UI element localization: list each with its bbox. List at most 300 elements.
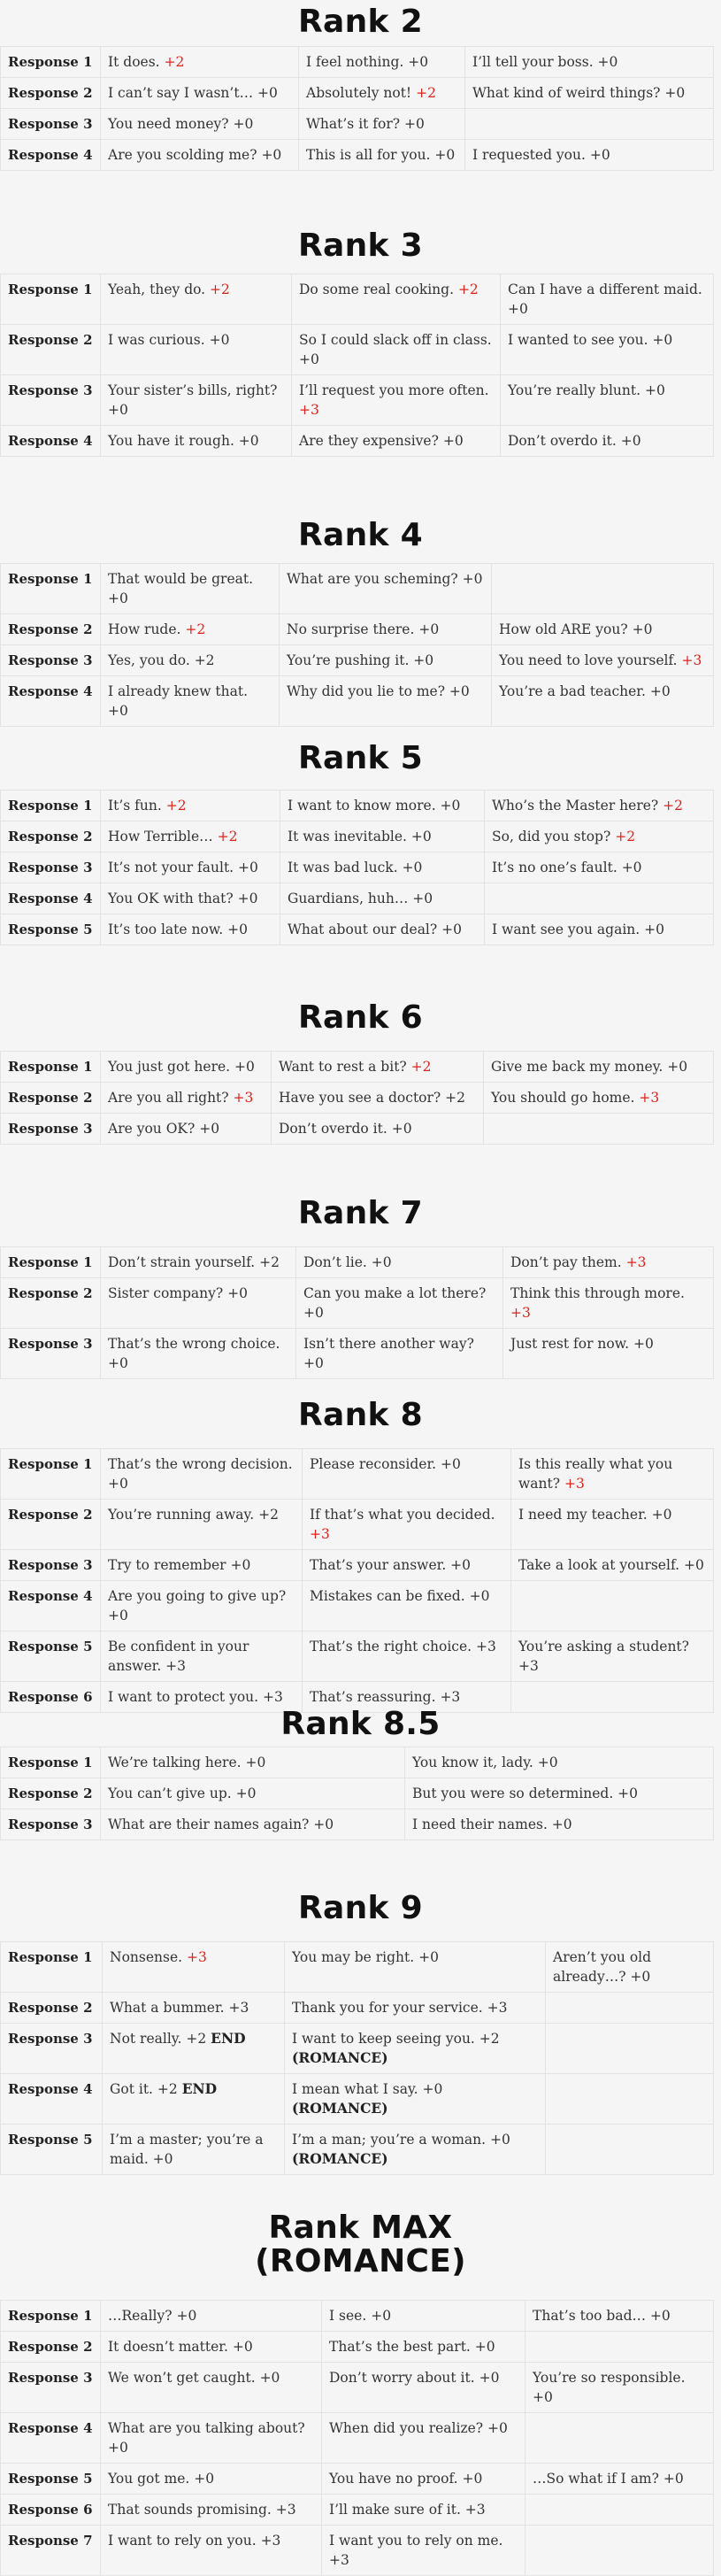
response-text: That would be great. +0 <box>108 571 254 606</box>
response-text: You have no proof. +0 <box>329 2471 483 2487</box>
response-text: I wanted to see you. +0 <box>508 332 673 348</box>
table-row <box>1 1631 714 1682</box>
response-option <box>280 914 485 945</box>
response-option <box>101 821 280 852</box>
affection-bonus: +3 <box>310 1526 330 1542</box>
response-text: It’s no one’s fault. +0 <box>492 860 642 875</box>
response-option <box>303 1550 511 1581</box>
response-option <box>546 1993 714 2024</box>
response-text: No surprise there. +0 <box>287 621 440 637</box>
response-label: Response 3 <box>1 852 101 883</box>
response-option <box>546 2074 714 2125</box>
table-row <box>1 375 714 426</box>
response-option <box>272 1052 484 1083</box>
response-option <box>101 1550 303 1581</box>
response-option <box>101 852 280 883</box>
response-option <box>501 426 714 457</box>
response-text: I see. +0 <box>329 2308 392 2324</box>
route-tag: (ROMANCE) <box>292 2100 388 2117</box>
table-row <box>1 47 714 78</box>
response-option <box>101 564 280 614</box>
table-row <box>1 1500 714 1550</box>
response-option <box>280 645 492 676</box>
response-text: How Terrible… <box>108 829 218 845</box>
response-text: You’re pushing it. +0 <box>287 652 434 668</box>
response-label: Response 2 <box>1 1278 101 1329</box>
response-option <box>484 1114 714 1145</box>
response-text: Try to remember +0 <box>108 1557 251 1573</box>
response-text: You just got here. +0 <box>108 1059 255 1075</box>
response-text: Do some real cooking. <box>299 282 458 297</box>
section-rank-2 <box>0 0 721 171</box>
response-table <box>0 790 714 945</box>
affection-bonus: +3 <box>510 1305 531 1321</box>
response-option <box>101 2464 322 2495</box>
table-row <box>1 109 714 140</box>
table-row <box>1 325 714 375</box>
response-option <box>525 2363 714 2413</box>
response-text: You have it rough. +0 <box>108 433 259 449</box>
response-option <box>101 1114 272 1145</box>
route-tag: (ROMANCE) <box>292 2049 388 2066</box>
response-option <box>322 2413 525 2464</box>
table-row <box>1 1550 714 1581</box>
response-text: When did you realize? +0 <box>329 2420 508 2436</box>
rank-title: Rank 9 <box>298 1890 423 1926</box>
response-label: Response 4 <box>1 2413 101 2464</box>
response-option <box>101 375 292 426</box>
response-label: Response 3 <box>1 1114 101 1145</box>
response-text: I want to keep seeing you. +2 <box>292 2031 500 2047</box>
response-text: You got me. +0 <box>108 2471 215 2487</box>
response-text: I was curious. +0 <box>108 332 230 348</box>
response-label: Response 1 <box>1 1052 101 1083</box>
response-label: Response 3 <box>1 2024 103 2074</box>
table-row <box>1 1809 714 1840</box>
table-row <box>1 274 714 325</box>
response-option <box>485 883 714 914</box>
response-option <box>503 1247 714 1278</box>
response-text: Don’t pay them. <box>510 1254 626 1270</box>
response-option <box>546 2024 714 2074</box>
response-label: Response 1 <box>1 1747 101 1778</box>
response-label: Response 4 <box>1 140 101 171</box>
response-option <box>103 1993 285 2024</box>
section-rank-7 <box>0 1192 721 1379</box>
response-text: I already knew that. +0 <box>108 683 249 719</box>
affection-bonus: +2 <box>410 1059 432 1075</box>
response-text: Don’t strain yourself. +2 <box>108 1254 280 1270</box>
response-text: I feel nothing. +0 <box>306 54 429 70</box>
response-text: Sister company? +0 <box>108 1285 248 1301</box>
table-row <box>1 2125 714 2175</box>
response-option <box>501 375 714 426</box>
response-label: Response 2 <box>1 821 101 852</box>
response-option <box>525 2332 714 2363</box>
response-option <box>405 1747 714 1778</box>
response-option <box>465 47 714 78</box>
table-row <box>1 2495 714 2526</box>
response-text: I want to protect you. +3 <box>108 1689 283 1705</box>
response-label: Response 1 <box>1 47 101 78</box>
response-table <box>0 563 714 727</box>
section-rank-8 <box>0 1393 721 1713</box>
response-text: Yes, you do. +2 <box>108 652 215 668</box>
rank-title: Rank MAX (ROMANCE) <box>255 2210 466 2279</box>
response-option <box>103 2125 285 2175</box>
response-label: Response 1 <box>1 274 101 325</box>
response-text: What’s it for? +0 <box>306 116 425 132</box>
response-label: Response 2 <box>1 78 101 109</box>
response-label: Response 2 <box>1 1993 103 2024</box>
response-text: Why did you lie to me? +0 <box>287 683 470 699</box>
table-row <box>1 2074 714 2125</box>
response-text: You’re so responsible. +0 <box>533 2370 686 2405</box>
table-row <box>1 1993 714 2024</box>
response-option <box>465 109 714 140</box>
table-row <box>1 676 714 727</box>
response-text: You know it, lady. +0 <box>412 1755 558 1770</box>
response-text: That sounds promising. +3 <box>108 2502 296 2518</box>
response-text: That’s the wrong decision. +0 <box>108 1456 293 1492</box>
response-option <box>322 2464 525 2495</box>
response-option <box>285 1993 546 2024</box>
response-label: Response 4 <box>1 1581 101 1631</box>
response-option <box>525 2526 714 2576</box>
response-text: How old ARE you? +0 <box>499 621 653 637</box>
response-text: You should go home. <box>491 1090 640 1106</box>
response-text: This is all for you. +0 <box>306 147 456 163</box>
response-text: I want you to rely on me. +3 <box>329 2533 503 2568</box>
response-label: Response 1 <box>1 1449 101 1500</box>
response-text: That’s reassuring. +3 <box>310 1689 461 1705</box>
response-label: Response 4 <box>1 883 101 914</box>
table-row <box>1 2332 714 2363</box>
table-row <box>1 2526 714 2576</box>
response-option <box>101 2495 322 2526</box>
response-option <box>101 1247 296 1278</box>
response-option <box>280 883 485 914</box>
table-row <box>1 1747 714 1778</box>
section-rank-8-5 <box>0 1702 721 1840</box>
response-text: I can’t say I wasn’t… +0 <box>108 85 278 101</box>
response-option <box>296 1329 503 1379</box>
affection-bonus: +3 <box>639 1090 660 1106</box>
section-rank-4 <box>0 513 721 727</box>
response-option <box>101 1581 303 1631</box>
response-option <box>292 274 501 325</box>
response-text: I requested you. +0 <box>472 147 610 163</box>
response-option <box>322 2332 525 2363</box>
section-rank-9 <box>0 1886 721 2175</box>
response-option <box>322 2495 525 2526</box>
response-text: You OK with that? +0 <box>108 891 258 906</box>
response-text: You’re asking a student? +3 <box>518 1639 689 1674</box>
rank-title: Rank 3 <box>298 228 423 264</box>
response-option <box>322 2363 525 2413</box>
response-table <box>0 1448 714 1713</box>
response-option <box>501 274 714 325</box>
affection-bonus: +2 <box>416 85 436 101</box>
response-text: Are you going to give up? +0 <box>108 1588 287 1623</box>
response-option <box>525 2464 714 2495</box>
affection-bonus: +2 <box>165 798 187 814</box>
response-option <box>101 1809 405 1840</box>
response-option <box>299 47 465 78</box>
rank-title: Rank 8.5 <box>280 1706 441 1742</box>
response-text: Think this through more. <box>510 1285 685 1301</box>
response-label: Response 4 <box>1 2074 103 2125</box>
response-option <box>485 852 714 883</box>
response-text: Don’t overdo it. +0 <box>279 1121 412 1137</box>
response-option <box>101 1500 303 1550</box>
response-text: Can I have a different maid. +0 <box>508 282 702 317</box>
response-option <box>101 2332 322 2363</box>
response-option <box>280 676 492 727</box>
response-text: Don’t worry about it. +0 <box>329 2370 500 2386</box>
response-text: That’s the right choice. +3 <box>310 1639 496 1654</box>
response-option <box>299 140 465 171</box>
response-option <box>101 645 280 676</box>
table-row <box>1 140 714 171</box>
table-row <box>1 426 714 457</box>
response-text: Are you all right? <box>108 1090 234 1106</box>
response-option <box>280 791 485 821</box>
response-option <box>101 78 299 109</box>
response-text: You’re running away. +2 <box>108 1507 279 1523</box>
response-text: Be confident in your answer. +3 <box>108 1639 249 1674</box>
response-option <box>285 2125 546 2175</box>
response-text: …Really? +0 <box>108 2308 197 2324</box>
response-label: Response 5 <box>1 1631 101 1682</box>
response-option <box>405 1809 714 1840</box>
response-option <box>101 426 292 457</box>
response-text: It was bad luck. +0 <box>288 860 423 875</box>
response-table <box>0 274 714 457</box>
response-label: Response 3 <box>1 645 101 676</box>
response-table <box>0 46 714 171</box>
table-row <box>1 78 714 109</box>
table-row <box>1 1083 714 1114</box>
response-text: It’s fun. <box>108 798 166 814</box>
response-label: Response 2 <box>1 614 101 645</box>
affection-bonus: +3 <box>299 402 319 418</box>
response-text: Isn’t there another way? +0 <box>303 1336 474 1371</box>
response-text: I’ll tell your boss. +0 <box>472 54 618 70</box>
response-option <box>292 325 501 375</box>
table-row <box>1 2363 714 2413</box>
table-row <box>1 1778 714 1809</box>
response-option <box>101 914 280 945</box>
response-label: Response 2 <box>1 1083 101 1114</box>
table-row <box>1 883 714 914</box>
response-label: Response 1 <box>1 791 101 821</box>
response-option <box>322 2526 525 2576</box>
response-option <box>303 1500 511 1550</box>
response-option <box>511 1550 714 1581</box>
response-option <box>322 2301 525 2332</box>
response-option <box>303 1581 511 1631</box>
response-label: Response 1 <box>1 564 101 614</box>
response-option <box>511 1449 714 1500</box>
table-row <box>1 1449 714 1500</box>
response-text: Please reconsider. +0 <box>310 1456 461 1472</box>
response-text: Don’t lie. +0 <box>303 1254 392 1270</box>
response-text: Have you see a doctor? +2 <box>279 1090 465 1106</box>
response-text: What a bummer. +3 <box>110 2000 249 2016</box>
table-row <box>1 1278 714 1329</box>
response-label: Response 3 <box>1 109 101 140</box>
affection-bonus: +2 <box>210 282 230 297</box>
response-text: Want to rest a bit? <box>279 1059 411 1075</box>
response-option <box>101 1278 296 1329</box>
table-row <box>1 1247 714 1278</box>
response-label: Response 2 <box>1 2332 101 2363</box>
response-option <box>101 2413 322 2464</box>
response-option <box>484 1083 714 1114</box>
response-text: You need money? +0 <box>108 116 254 132</box>
response-option <box>101 1747 405 1778</box>
table-row <box>1 852 714 883</box>
table-row <box>1 1942 714 1993</box>
response-label: Response 2 <box>1 1500 101 1550</box>
response-text: We’re talking here. +0 <box>108 1755 266 1770</box>
response-text: You’re a bad teacher. +0 <box>499 683 671 699</box>
table-row <box>1 2301 714 2332</box>
response-text: Mistakes can be fixed. +0 <box>310 1588 490 1604</box>
response-option <box>101 140 299 171</box>
section-rank-5 <box>0 737 721 945</box>
response-label: Response 2 <box>1 1778 101 1809</box>
response-text: It was inevitable. +0 <box>288 829 432 845</box>
response-text: Take a look at yourself. +0 <box>518 1557 704 1573</box>
response-option <box>546 1942 714 1993</box>
response-text: Aren’t you old already…? +0 <box>553 1949 652 1985</box>
response-text: Guardians, huh… +0 <box>288 891 433 906</box>
response-option <box>101 1329 296 1379</box>
response-text: It does. <box>108 54 165 70</box>
response-option <box>492 676 714 727</box>
response-text: I want to know more. +0 <box>288 798 461 814</box>
response-option <box>101 2363 322 2413</box>
response-option <box>280 564 492 614</box>
response-label: Response 5 <box>1 2464 101 2495</box>
response-text: I need my teacher. +0 <box>518 1507 672 1523</box>
response-label: Response 3 <box>1 1809 101 1840</box>
response-label: Response 6 <box>1 2495 101 2526</box>
response-option <box>272 1114 484 1145</box>
response-text: Got it. +2 <box>110 2081 182 2097</box>
response-text: What kind of weird things? +0 <box>472 85 686 101</box>
route-tag: END <box>211 2030 246 2047</box>
response-table <box>0 1747 714 1840</box>
response-option <box>511 1581 714 1631</box>
response-text: Yeah, they do. <box>108 282 211 297</box>
affection-bonus: +3 <box>186 1949 207 1965</box>
rank-title: Rank 7 <box>298 1195 423 1231</box>
response-option <box>103 2074 285 2125</box>
response-text: Don’t overdo it. +0 <box>508 433 641 449</box>
rank-title: Rank 5 <box>298 740 423 776</box>
response-label: Response 3 <box>1 375 101 426</box>
response-option <box>303 1449 511 1500</box>
response-option <box>101 791 280 821</box>
response-text: I’ll make sure of it. +3 <box>329 2502 486 2518</box>
response-option <box>501 325 714 375</box>
response-label: Response 2 <box>1 325 101 375</box>
response-option <box>405 1778 714 1809</box>
response-option <box>485 791 714 821</box>
response-label: Response 1 <box>1 2301 101 2332</box>
response-text: I want see you again. +0 <box>492 922 664 937</box>
table-row <box>1 614 714 645</box>
response-table <box>0 1051 714 1145</box>
response-text: If that’s what you decided. <box>310 1507 495 1523</box>
response-option <box>503 1278 714 1329</box>
table-row <box>1 1329 714 1379</box>
response-text: I mean what I say. +0 <box>292 2081 443 2097</box>
response-option <box>285 1942 546 1993</box>
section-rank-6 <box>0 996 721 1145</box>
response-option <box>101 883 280 914</box>
response-option <box>103 1942 285 1993</box>
rank-title: Rank 6 <box>298 999 423 1036</box>
response-option <box>101 2526 322 2576</box>
response-text: You’re really blunt. +0 <box>508 382 665 398</box>
response-option <box>546 2125 714 2175</box>
response-option <box>511 1631 714 1682</box>
response-label: Response 7 <box>1 2526 101 2576</box>
affection-bonus: +3 <box>233 1090 254 1106</box>
response-text: Give me back my money. +0 <box>491 1059 688 1075</box>
response-text: How rude. <box>108 621 186 637</box>
affection-bonus: +2 <box>615 829 636 845</box>
response-text: That’s the wrong choice. +0 <box>108 1336 280 1371</box>
response-text: Your sister’s bills, right? +0 <box>108 382 278 418</box>
response-option <box>296 1278 503 1329</box>
response-option <box>525 2495 714 2526</box>
response-option <box>465 140 714 171</box>
response-option <box>492 614 714 645</box>
response-option <box>280 614 492 645</box>
response-label: Response 3 <box>1 1550 101 1581</box>
rank-title: Rank 8 <box>298 1397 423 1433</box>
response-option <box>272 1083 484 1114</box>
table-row <box>1 2464 714 2495</box>
response-option <box>101 1083 272 1114</box>
response-text: What are you scheming? +0 <box>287 571 483 587</box>
response-option <box>503 1329 714 1379</box>
response-text: You need to love yourself. <box>499 652 682 668</box>
section-rank-max-romance <box>0 2204 721 2576</box>
affection-bonus: +3 <box>564 1476 585 1492</box>
response-label: Response 4 <box>1 426 101 457</box>
response-text: …So what if I am? +0 <box>533 2471 684 2487</box>
table-row <box>1 1114 714 1145</box>
table-row <box>1 914 714 945</box>
response-text: I’m a master; you’re a maid. +0 <box>110 2132 264 2167</box>
rank-title: Rank 4 <box>298 517 423 553</box>
response-option <box>280 821 485 852</box>
response-text: Who’s the Master here? <box>492 798 663 814</box>
table-row <box>1 564 714 614</box>
response-text: Is this really what you want? <box>518 1456 673 1492</box>
response-text: I want to rely on you. +3 <box>108 2533 281 2549</box>
table-row <box>1 791 714 821</box>
response-option <box>484 1052 714 1083</box>
response-label: Response 3 <box>1 2363 101 2413</box>
response-text: What are their names again? +0 <box>108 1816 334 1832</box>
